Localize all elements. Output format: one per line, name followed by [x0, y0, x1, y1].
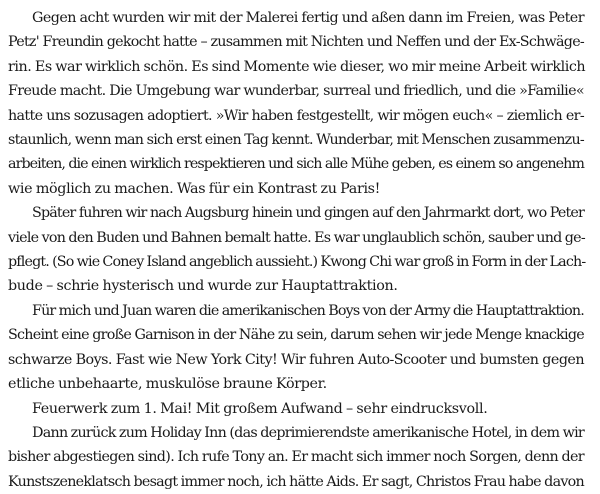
- text-line: Für mich und Juan waren die amerikanischen Boys von der Army die Hauptattraktion.: [32, 302, 584, 319]
- text-line: pflegt. (So wie Coney Island angeblich aussieht.) Kwong Chi war groß in Form in der Lach-: [8, 254, 586, 271]
- text-line: rin. Es war wirklich schön. Es sind Momente wie dieser, wo mir meine Arbeit wirklich: [8, 58, 586, 75]
- text-line: bude – schrie hysterisch und wurde zur Hauptattraktion.: [8, 278, 398, 295]
- text-line: arbeiten, die einen wirklich respektieren und sich alle Mühe geben, es einem so angenehm: [8, 156, 584, 173]
- document-page: [8, 6, 584, 494]
- text-line: schwarze Boys. Fast wie New York City! Wir fuhren Auto-Scooter und bumsten gegen: [8, 351, 584, 368]
- text-line: wie möglich zu machen. Was für ein Kontrast zu Paris!: [8, 180, 381, 197]
- text-line: staunlich, wenn man sich erst einen Tag kennt. Wunderbar, mit Menschen zusammenzu-: [8, 132, 584, 149]
- text-line: Dann zurück zum Holiday Inn (das deprimierendste amerikanische Hotel, in dem wir: [32, 424, 584, 441]
- text-line: Kunstszeneklatsch besagt immer noch, ich hätte Aids. Er sagt, Christos Frau habe davon: [8, 473, 584, 490]
- text-line: etliche unbehaarte, muskulöse braune Körper.: [8, 376, 327, 393]
- text-line: Petz' Freundin gekocht hatte – zusammen mit Nichten und Neffen und der Ex-Schwäge-: [8, 34, 584, 51]
- text-line: Gegen acht wurden wir mit der Malerei fertig und aßen dann im Freien, was Peter: [32, 10, 584, 26]
- text-line: Später fuhren wir nach Augsburg hinein und gingen auf den Jahrmarkt dort, wo Peter: [32, 205, 584, 222]
- text-line: bisher abgestiegen sind). Ich rufe Tony an. Er macht sich immer noch Sorgen, denn der: [8, 449, 584, 466]
- text-line: Feuerwerk zum 1. Mai! Mit großem Aufwand – sehr eindrucksvoll.: [32, 400, 488, 417]
- text-line: Scheint eine große Garnison in der Nähe zu sein, darum sehen wir jede Menge knackige: [8, 327, 584, 344]
- text-line: Freude macht. Die Umgebung war wunderbar, surreal und friedlich, und die »Familie«: [8, 83, 584, 100]
- text-line: hatte uns sozusagen adoptiert. »Wir haben festgestellt, wir mögen euch« – ziemlich er-: [8, 107, 584, 124]
- text-line: viele von den Buden und Bahnen bemalt hatte. Es war unglaublich schön, sauber und ge-: [8, 229, 585, 246]
- document-body: [8, 6, 584, 494]
